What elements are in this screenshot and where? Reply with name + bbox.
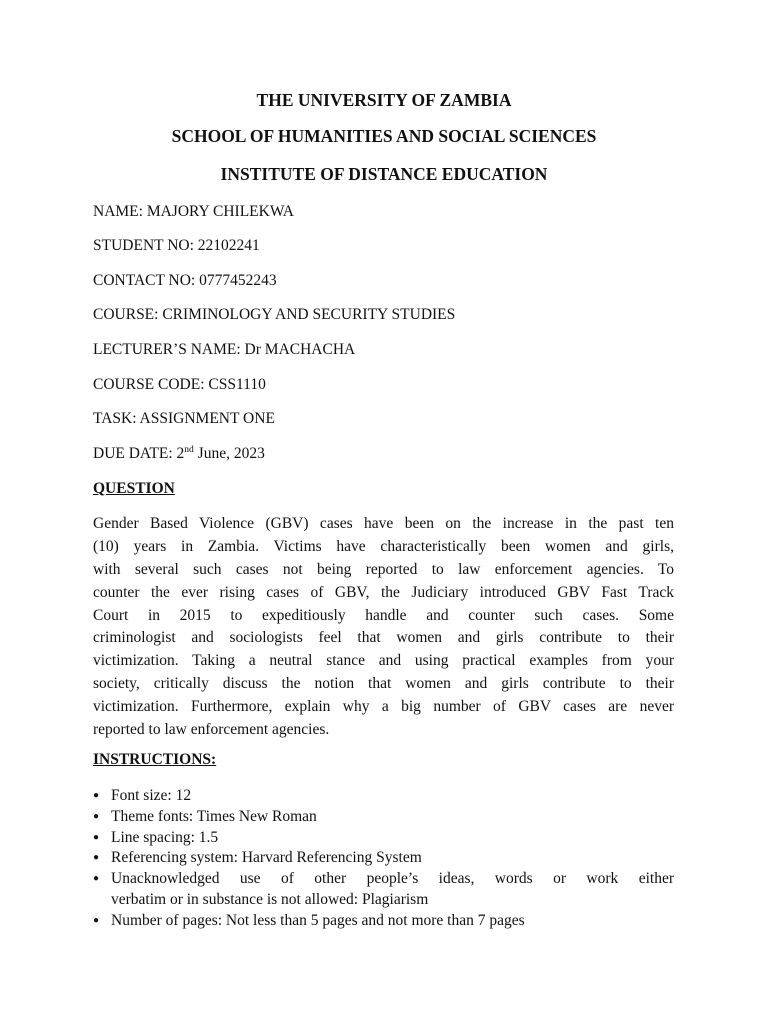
instruction-text: Theme fonts: Times New Roman [111, 807, 317, 825]
university-title: THE UNIVERSITY OF ZAMBIA [256, 90, 512, 110]
question-paragraph [93, 513, 674, 742]
question-line: reported to law enforcement agencies. [93, 721, 330, 739]
school-title: SCHOOL OF HUMANITIES AND SOCIAL SCIENCES [171, 126, 597, 146]
bullet-icon: ● [93, 914, 100, 926]
list-item [93, 828, 674, 849]
lecturer-name: LECTURER’S NAME: Dr MACHACHA [93, 341, 356, 358]
instruction-text: Number of pages: Not less than 5 pages and not more than 7 pages [111, 911, 525, 929]
instruction-text: Referencing system: Harvard Referencing System [111, 849, 422, 867]
list-item [93, 848, 674, 869]
instruction-text: verbatim or in substance is not allowed: Plagiarism [111, 890, 429, 908]
bullet-icon: ● [93, 831, 100, 843]
question-line: with several such cases not being reported to law enforcement agencies. To [93, 560, 674, 578]
list-item [93, 786, 674, 807]
list-item [93, 911, 674, 932]
question-line: criminologist and sociologists feel that women and girls contribute to their [93, 629, 674, 647]
list-item [93, 869, 674, 911]
bullet-icon: ● [93, 790, 100, 801]
bullet-icon: ● [93, 873, 100, 885]
contact-number: CONTACT NO: 0777452243 [93, 272, 277, 289]
list-item [93, 807, 674, 828]
due-date-suffix: June, 2023 [193, 445, 265, 462]
due-date-superscript: nd [184, 445, 194, 455]
due-date-prefix: DUE DATE: 2 [93, 445, 185, 462]
course-name: COURSE: CRIMINOLOGY AND SECURITY STUDIES [93, 306, 456, 323]
student-name: NAME: MAJORY CHILEKWA [93, 203, 294, 220]
question-line: victimization. Taking a neutral stance and using practical examples from your [93, 652, 674, 670]
instruction-text: Unacknowledged use of other people’s ideas, words or work either [111, 870, 674, 888]
instruction-text: Line spacing: 1.5 [111, 828, 219, 846]
instructions-list [93, 786, 674, 932]
student-number: STUDENT NO: 22102241 [93, 237, 260, 254]
question-heading: QUESTION [93, 480, 175, 497]
instruction-text: Font size: 12 [111, 787, 192, 804]
bullet-icon: ● [93, 810, 100, 822]
question-line: Court in 2015 to expeditiously handle and counter such cases. Some [93, 606, 674, 624]
bullet-icon: ● [93, 852, 100, 864]
institute-title: INSTITUTE OF DISTANCE EDUCATION [220, 164, 548, 184]
course-code: COURSE CODE: CSS1110 [93, 376, 266, 393]
question-line: counter the ever rising cases of GBV, the Judiciary introduced GBV Fast Track [93, 583, 674, 601]
question-line: victimization. Furthermore, explain why a big number of GBV cases are never [93, 698, 674, 716]
question-line: (10) years in Zambia. Victims have characteristically been women and girls, [93, 537, 674, 555]
due-date [93, 444, 265, 464]
task: TASK: ASSIGNMENT ONE [93, 410, 275, 427]
instructions-heading: INSTRUCTIONS: [93, 751, 217, 768]
question-line: society, critically discuss the notion that women and girls contribute to their [93, 675, 674, 693]
question-line: Gender Based Violence (GBV) cases have been on the increase in the past ten [93, 515, 674, 532]
